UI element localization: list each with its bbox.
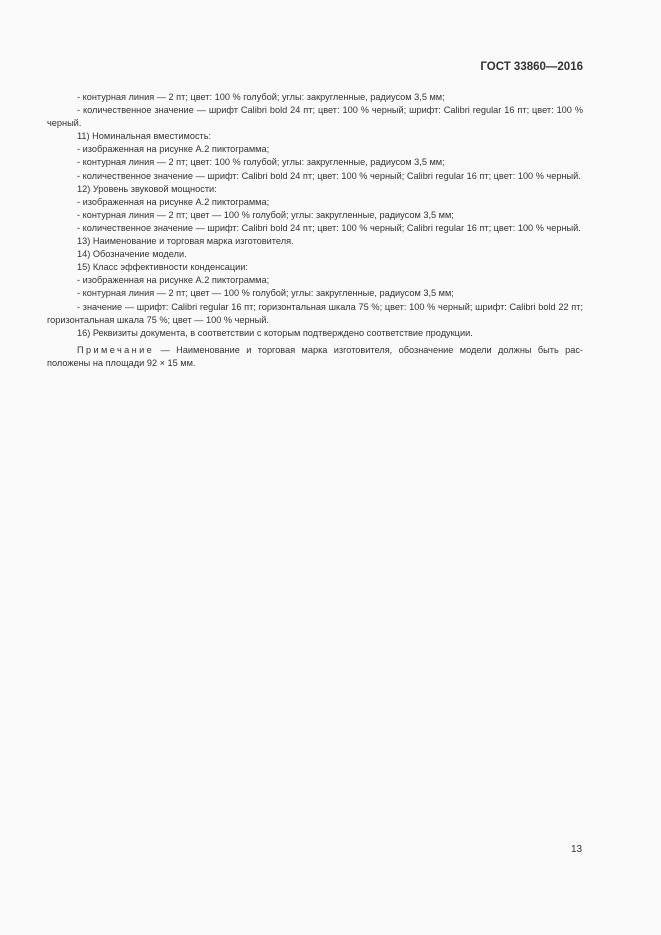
- paragraph: - изображенная на рисунке А.2 пиктограмма;: [77, 144, 270, 155]
- paragraph: - значение — шрифт: Calibri regular 16 пт; горизонтальная шкала 75 %; цвет: 100 % черный; шрифт: Calibri bold 22 пт; горизонтальная шкала 75 %; цвет — 100 % черный.: [47, 301, 583, 325]
- paragraph: 13) Наименование и торговая марка изготовителя.: [77, 236, 294, 247]
- paragraph: - контурная линия — 2 пт; цвет — 100 % голубой; углы: закругленные, радиусом 3,5 мм;: [77, 209, 454, 220]
- paragraph: - контурная линия — 2 пт; цвет — 100 % голубой; углы: закругленные, радиусом 3,5 мм;: [77, 288, 454, 299]
- paragraph: - количественное значение — шрифт: Calibri bold 24 пт; цвет: 100 % черный; Calibri regular 16 пт; цвет: 100 % черный.: [77, 222, 581, 233]
- note: [47, 344, 583, 370]
- paragraph: - количественное значение — шрифт Calibri bold 24 пт; цвет: 100 % черный; шрифт: Calibri regular 16 пт; цвет: 100 % черный.: [47, 105, 583, 129]
- note-dash: —: [154, 344, 177, 355]
- paragraph: - контурная линия — 2 пт; цвет: 100 % голубой; углы: закругленные, радиусом 3,5 мм;: [77, 157, 445, 168]
- paragraph: 16) Реквизиты документа, в соответствии с которым подтверждено соответствие продукции.: [77, 327, 473, 338]
- paragraph: 14) Обозначение модели.: [77, 249, 187, 260]
- note-label: Примечание: [77, 344, 155, 355]
- standard-code-header: ГОСТ 33860—2016: [480, 61, 583, 73]
- paragraph: - контурная линия — 2 пт; цвет: 100 % голубой; углы: закругленные, радиусом 3,5 мм;: [77, 92, 445, 102]
- paragraph: 15) Класс эффективности конденсации:: [77, 262, 248, 273]
- paragraph: - изображенная на рисунке А.2 пиктограмма;: [77, 275, 270, 286]
- note-text: Наименование и торговая марка изготовителя, обозначение модели должны быть рас-положены на площади 92 × 15 мм.: [47, 344, 583, 368]
- paragraph: - изображенная на рисунке А.2 пиктограмма;: [77, 196, 270, 207]
- page-number: 13: [571, 844, 583, 855]
- document-body: [47, 91, 583, 370]
- paragraph: 11) Номинальная вместимость:: [77, 131, 212, 142]
- paragraph: - количественное значение — шрифт: Calibri bold 24 пт; цвет: 100 % черный; Calibri regular 16 пт; цвет: 100 % черный.: [77, 170, 581, 181]
- paragraph: 12) Уровень звуковой мощности:: [77, 183, 217, 194]
